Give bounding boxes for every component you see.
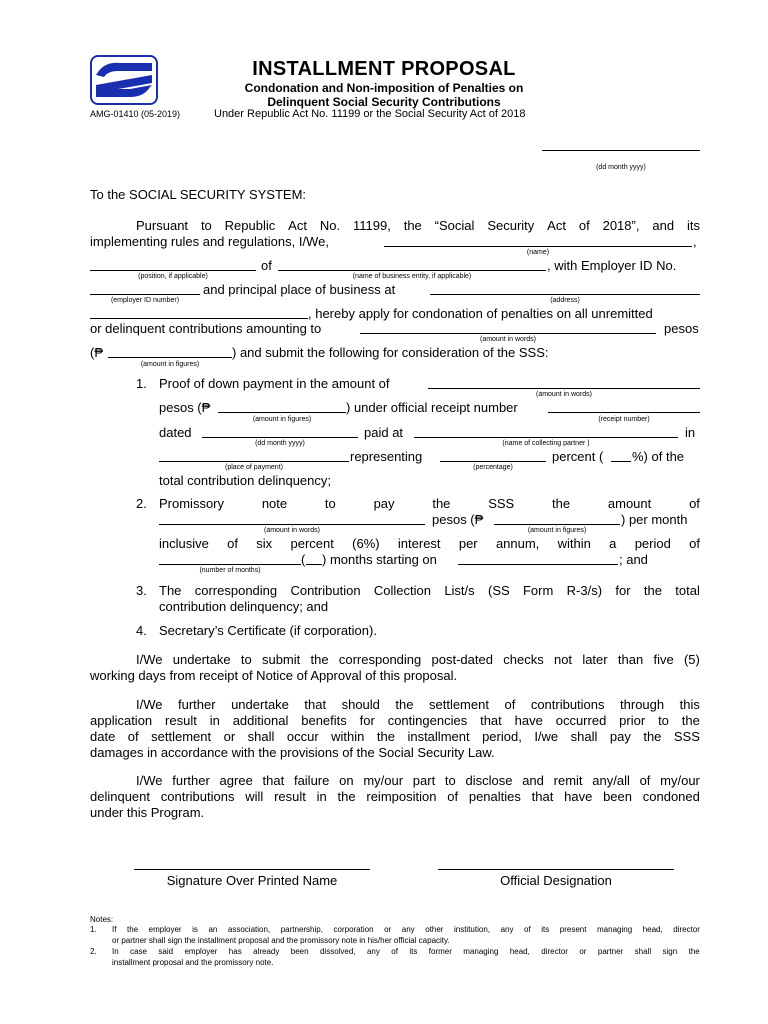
word: any [500, 925, 514, 934]
word: “Social [434, 218, 475, 233]
percentage-field[interactable] [440, 461, 546, 462]
word: SSS [673, 729, 700, 744]
word: that [304, 697, 327, 712]
word: and [652, 218, 675, 233]
word: in [209, 713, 220, 728]
word: of [504, 697, 516, 712]
payment-date-caption: (dd month yyyy) [255, 440, 305, 447]
word: List/s [444, 583, 475, 598]
item-3-line-1 [159, 583, 700, 598]
intro-line-5: , hereby apply for condonation of penalties on all unremitted [308, 306, 653, 321]
word: for [359, 713, 375, 728]
down-payment-words-caption: (amount in words) [535, 391, 593, 398]
word: has [228, 947, 242, 956]
word: the [432, 496, 451, 511]
word: date [90, 729, 116, 744]
word: its [541, 925, 550, 934]
para-1-line-1 [136, 652, 700, 667]
representing-label: representing [350, 449, 423, 464]
word: director [541, 947, 568, 956]
place-of-payment-field[interactable] [159, 461, 349, 462]
word: per [458, 536, 478, 551]
item-2-number: 2. [136, 496, 147, 511]
form-title: INSTALLMENT PROPOSAL [252, 58, 516, 80]
item-4-text [159, 623, 377, 638]
word: SSS [488, 496, 515, 511]
down-payment-figures-caption: (amount in figures) [252, 416, 312, 423]
word: the [337, 789, 356, 804]
percent-value-field[interactable] [611, 461, 631, 462]
word: been [290, 947, 309, 956]
address-label: and principal place of business at [203, 282, 396, 297]
word: a [609, 536, 617, 551]
para-2-line-1 [136, 697, 700, 712]
employer-id-label: , with Employer ID No. [547, 258, 677, 273]
word: prior [619, 713, 646, 728]
word: employer [184, 947, 218, 956]
word: undertake [231, 697, 289, 712]
word: the [552, 496, 571, 511]
word: of [227, 536, 238, 551]
word: (5) [683, 652, 700, 667]
payment-date-field[interactable] [202, 437, 358, 438]
business-caption: (name of business entity, if applicable) [352, 273, 472, 280]
para-2-line-3 [90, 729, 700, 744]
word: head, [509, 947, 530, 956]
word: of [689, 536, 700, 551]
word: corresponding [194, 583, 278, 598]
note-2-line-2: installment proposal and the promissory note. [112, 958, 274, 967]
number-of-months-words-field[interactable] [159, 564, 301, 565]
para-3-line-1 [136, 773, 700, 788]
paid-at-label: paid at [364, 425, 404, 440]
word: No. [319, 218, 341, 233]
note-2-line-1 [112, 947, 700, 956]
word: should [341, 697, 380, 712]
note-1-number: 1. [90, 925, 97, 934]
word: case [130, 947, 147, 956]
word: corporation [333, 925, 374, 934]
word: inclusive [159, 536, 209, 551]
word: that [480, 713, 502, 728]
word: remit [553, 773, 583, 788]
word: occur [286, 729, 319, 744]
word: 2018”, [602, 218, 640, 233]
word: amount [607, 496, 652, 511]
word: other [425, 925, 444, 934]
word: or [579, 947, 587, 956]
word: to [200, 218, 212, 233]
word: of [391, 947, 398, 956]
employer-id-caption: (employer ID number) [110, 297, 180, 304]
word: (SS [487, 583, 510, 598]
word: submit [261, 652, 301, 667]
collecting-partner-caption: (name of collecting partner ) [502, 440, 590, 447]
address-field[interactable] [430, 294, 700, 295]
position-field[interactable] [90, 270, 256, 271]
word: former [428, 947, 452, 956]
word: or [223, 729, 236, 744]
word: Pursuant [136, 218, 189, 233]
item-3-number: 3. [136, 583, 147, 598]
word: benefits [301, 713, 347, 728]
form-subtitle-3: Under Republic Act No. 11199 or the Social Security Act of 2018 [214, 108, 526, 120]
word: for [615, 583, 631, 598]
amount-figures-caption: (amount in figures) [140, 361, 200, 368]
salutation: To the SOCIAL SECURITY SYSTEM: [90, 187, 307, 202]
para-3-line-3: under this Program. [90, 805, 205, 820]
word: shall [634, 947, 652, 956]
word: agree [219, 773, 253, 788]
place-of-payment-caption: (place of payment) [225, 464, 283, 471]
of-the-label: %) of the [632, 449, 685, 464]
word: to [658, 713, 669, 728]
amount-words-caption: (amount in words) [479, 336, 537, 343]
word: interest [397, 536, 441, 551]
word: disclose [465, 773, 513, 788]
employer-id-field[interactable] [90, 294, 200, 295]
form-subtitle-1: Condonation and Non-imposition of Penalties on [244, 81, 524, 95]
item-1-number: 1. [136, 376, 147, 391]
item-2-line-1 [159, 496, 700, 511]
item-2-pesos: pesos (₱ [432, 512, 484, 527]
item-2-line-3 [159, 536, 700, 551]
item-4-number: 4. [136, 623, 147, 638]
word: (6%) [352, 536, 380, 551]
word: the [403, 218, 422, 233]
word: undertake [172, 652, 231, 667]
word: present [559, 925, 587, 934]
word: been [603, 789, 632, 804]
word: contributions [530, 697, 605, 712]
notes-title: Notes: [90, 915, 114, 924]
form-number: AMG-01410 (05-2019) [90, 109, 181, 119]
word: annum, [495, 536, 540, 551]
word: R-3/s) [566, 583, 603, 598]
word: reimposition [366, 789, 437, 804]
word: already [253, 947, 280, 956]
word: to [324, 496, 336, 511]
monthly-amount-words-field[interactable] [159, 524, 425, 525]
monthly-amount-figures-caption: (amount in figures) [527, 527, 587, 534]
note-1-line-2: or partner shall sign the installment proposal and the promissory note in his/her official capacity. [112, 936, 450, 945]
number-of-months-caption: (number of months) [199, 567, 261, 574]
monthly-amount-figures-field[interactable] [494, 524, 620, 525]
word: and [522, 773, 544, 788]
word: the [681, 713, 700, 728]
start-date-field[interactable] [458, 564, 618, 565]
word: than [617, 652, 644, 667]
receipt-number-field[interactable] [548, 412, 700, 413]
word: its [686, 218, 700, 233]
word: shall [247, 729, 275, 744]
word: that [531, 789, 554, 804]
word: the [127, 925, 139, 934]
word: of [578, 218, 590, 233]
item-1-pesos: pesos (₱ [159, 400, 211, 415]
word: total [675, 583, 700, 598]
address-continued-field[interactable] [90, 318, 308, 319]
word: Contribution [290, 583, 361, 598]
comma: , [693, 234, 697, 249]
word: condoned [642, 789, 700, 804]
word: In [112, 947, 119, 956]
per-month-label: ) per month [621, 512, 688, 527]
para-3-line-2 [90, 789, 700, 804]
peso-open: (₱ [90, 345, 103, 360]
official-designation-label: Official Designation [500, 873, 612, 888]
note-1-line-1 [112, 925, 700, 934]
word: occurred [555, 713, 607, 728]
word: I/we [534, 729, 559, 744]
pesos-label: pesos [664, 321, 699, 336]
word: shall [570, 729, 598, 744]
percentage-caption: (percentage) [473, 464, 513, 471]
in-label: in [685, 425, 696, 440]
monthly-amount-words-caption: (amount in words) [263, 527, 321, 534]
date-caption: (dd month yyyy) [596, 164, 646, 171]
word: within [331, 729, 365, 744]
word: delinquent [90, 789, 150, 804]
collecting-partner-field[interactable] [414, 437, 678, 438]
word: the [688, 947, 700, 956]
word: have [514, 713, 543, 728]
word: any/all [592, 773, 630, 788]
word: further [172, 773, 210, 788]
word: installment [407, 729, 470, 744]
word: director [673, 925, 700, 934]
receipt-label: ) under official receipt number [346, 400, 518, 415]
word: to [444, 773, 456, 788]
word: to [240, 652, 252, 667]
word: partnership, [280, 925, 323, 934]
word: If [112, 925, 117, 934]
item-1-line-1: Proof of down payment in the amount of [159, 376, 390, 391]
item-1-line-5: total contribution delinquency; [159, 473, 332, 488]
word: is [192, 925, 198, 934]
name-caption: (name) [526, 249, 550, 256]
word: I/We [136, 697, 163, 712]
amount-words-field[interactable] [360, 333, 656, 334]
word: Security [487, 218, 535, 233]
word: of [639, 773, 651, 788]
signature-field[interactable] [134, 869, 370, 870]
of-label: of [261, 258, 272, 273]
word: within [557, 536, 591, 551]
word: have [564, 789, 593, 804]
word: Promissory [159, 496, 225, 511]
word: percent [290, 536, 334, 551]
address-caption: (address) [550, 297, 580, 304]
word: of [689, 496, 700, 511]
word: further [178, 697, 216, 712]
down-payment-figures-field[interactable] [218, 412, 346, 413]
word: partner [597, 947, 624, 956]
word: managing [597, 925, 633, 934]
word: The [159, 583, 182, 598]
word: on [339, 773, 354, 788]
paren-open: ( [301, 552, 306, 567]
intro-line-6: or delinquent contributions amounting to [90, 321, 322, 336]
word: my/our [363, 773, 404, 788]
word: post-dated [431, 652, 493, 667]
word: employer [148, 925, 182, 934]
word: my/our [660, 773, 700, 788]
signature-label: Signature Over Printed Name [166, 873, 338, 888]
word: that [262, 773, 285, 788]
word: this [679, 697, 700, 712]
para-2-line-2 [90, 713, 700, 728]
word: Republic [224, 218, 276, 233]
dated-label: dated [159, 425, 192, 440]
para-1-line-2: working days from receipt of Notice of Approval of this proposal. [90, 668, 458, 683]
percent-label: percent ( [552, 449, 604, 464]
word: said [158, 947, 174, 956]
word: dissolved, [319, 947, 356, 956]
para-2-line-4: damages in accordance with the provisions of the Social Security Law. [90, 745, 495, 760]
word: penalties [468, 789, 521, 804]
word: any [401, 925, 415, 934]
word: of [447, 789, 459, 804]
word: Act [288, 218, 307, 233]
intro-line-1 [136, 218, 700, 233]
business-name-field[interactable] [278, 270, 546, 271]
word: any [366, 947, 380, 956]
word: or [384, 925, 392, 934]
word: the [643, 583, 662, 598]
word: sign [662, 947, 678, 956]
number-of-months-field[interactable] [306, 564, 322, 565]
word: note [261, 496, 288, 511]
amount-figures-field[interactable] [108, 357, 232, 358]
item-3-line-2: contribution delinquency; and [159, 599, 329, 614]
word: Form [522, 583, 554, 598]
word: association, [227, 925, 271, 934]
word: six [256, 536, 273, 551]
word: application [90, 713, 153, 728]
date-field[interactable] [542, 150, 700, 151]
word: through [620, 697, 665, 712]
word: failure [293, 773, 330, 788]
intro-line-2: implementing rules and regulations, I/We, [90, 234, 329, 249]
word: checks [503, 652, 544, 667]
secretary-word: Secretary’s [159, 623, 224, 638]
word: later [582, 652, 608, 667]
receipt-number-caption: (receipt number) [598, 416, 650, 423]
word: Collection [373, 583, 431, 598]
word: additional [232, 713, 289, 728]
word: institution, [453, 925, 491, 934]
name-field[interactable] [384, 246, 692, 247]
word: managing [463, 947, 499, 956]
word: contributions [160, 789, 235, 804]
official-designation-field[interactable] [438, 869, 674, 870]
note-2-number: 2. [90, 947, 97, 956]
word: contingencies [387, 713, 468, 728]
word: of [127, 729, 139, 744]
and-label: ; and [619, 552, 648, 567]
word: its [409, 947, 418, 956]
word: settlement [428, 697, 489, 712]
word: result [165, 713, 197, 728]
word: corresponding [338, 652, 422, 667]
word: the [643, 729, 662, 744]
form-subtitle-2: Delinquent Social Security Contributions [267, 95, 501, 109]
word: I/We [136, 652, 163, 667]
intro-line-7: ) and submit the following for consideration of the SSS: [232, 345, 549, 360]
word: part [412, 773, 436, 788]
word: pay [609, 729, 631, 744]
word: period [634, 536, 671, 551]
word: I/We [136, 773, 163, 788]
word: the [395, 697, 414, 712]
word: period, [482, 729, 522, 744]
word: Act [547, 218, 566, 233]
word: five [653, 652, 674, 667]
word: in [316, 789, 327, 804]
word: settlement [151, 729, 212, 744]
word: head, [642, 925, 663, 934]
certificate-text: Certificate (if corporation). [223, 623, 377, 638]
word: result [274, 789, 306, 804]
word: will [245, 789, 264, 804]
word: pay [373, 496, 395, 511]
position-caption: (position, if applicable) [138, 273, 208, 280]
word: not [553, 652, 573, 667]
down-payment-words-field[interactable] [428, 388, 700, 389]
word: an [208, 925, 218, 934]
months-starting-label: ) months starting on [322, 552, 437, 567]
word: the [310, 652, 329, 667]
word: of [524, 925, 531, 934]
word: 11199, [352, 218, 391, 233]
word: the [376, 729, 395, 744]
